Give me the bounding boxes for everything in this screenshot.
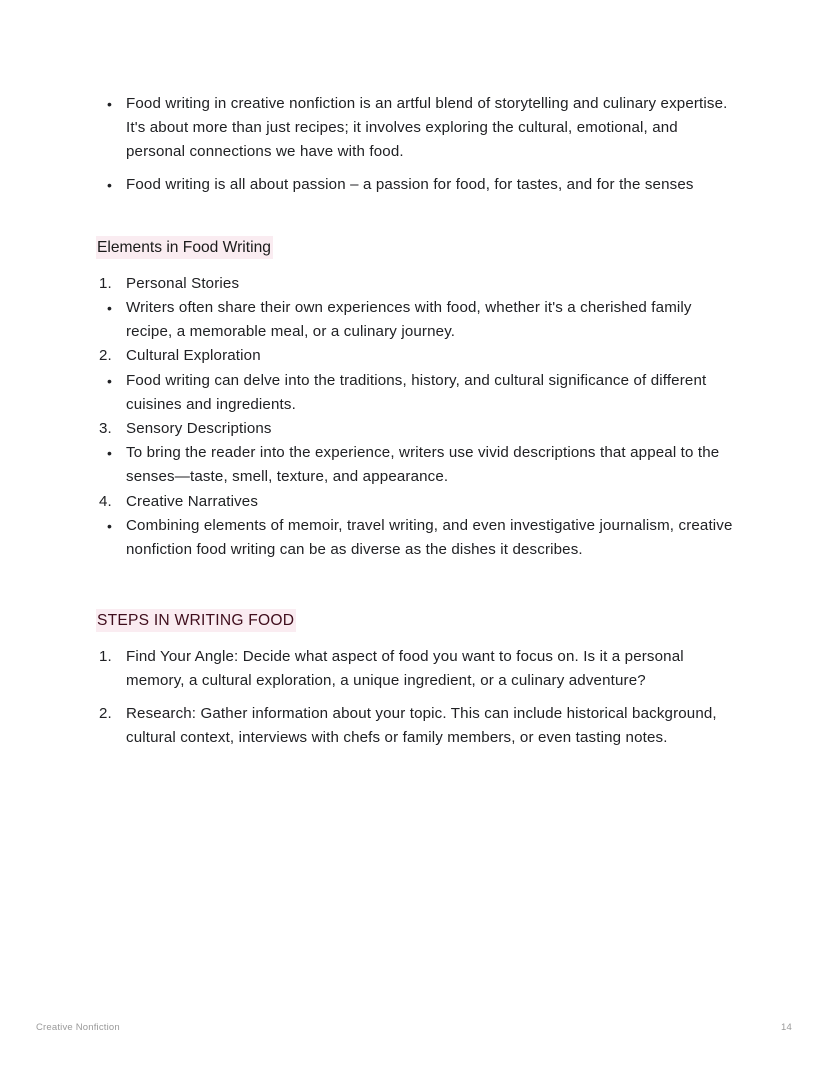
list-item bbox=[96, 369, 736, 417]
list-marker: 1. bbox=[99, 648, 112, 666]
detail-bullet-1 bbox=[96, 296, 736, 344]
heading-spacer bbox=[96, 260, 736, 272]
list-item bbox=[96, 173, 736, 197]
list-item bbox=[96, 272, 736, 296]
numbered-entry-2 bbox=[96, 344, 736, 368]
section-spacer bbox=[96, 562, 736, 608]
list-item-text: Food writing is all about passion – a passion for food, for tastes, and for the senses bbox=[126, 175, 694, 193]
page-footer bbox=[36, 1018, 792, 1038]
list-item-text: To bring the reader into the experience, writers use vivid descriptions that appeal to the senses—taste, smell, texture, and appearance. bbox=[126, 444, 720, 486]
section-heading-elements bbox=[96, 235, 736, 260]
numbered-entry-4 bbox=[96, 490, 736, 514]
detail-bullet-3 bbox=[96, 441, 736, 489]
list-item bbox=[96, 296, 736, 344]
list-marker: 3. bbox=[99, 420, 112, 438]
page-number: 14 bbox=[781, 1022, 792, 1033]
list-item-text: Sensory Descriptions bbox=[126, 420, 272, 438]
list-item bbox=[96, 417, 736, 441]
section-heading-text: Elements in Food Writing bbox=[96, 236, 273, 259]
detail-bullet-2 bbox=[96, 369, 736, 417]
list-item bbox=[96, 490, 736, 514]
section-heading-text: STEPS IN WRITING FOOD bbox=[96, 609, 296, 632]
numbered-entry-3 bbox=[96, 417, 736, 441]
list-item-text: Cultural Exploration bbox=[126, 347, 261, 365]
footer-label: Creative Nonfiction bbox=[36, 1022, 120, 1033]
list-marker: 2. bbox=[99, 704, 112, 722]
numbered-entry-1 bbox=[96, 272, 736, 296]
list-item-text: Personal Stories bbox=[126, 274, 240, 292]
list-item-text: Writers often share their own experiences with food, whether it's a cherished family recipe, a memorable meal, or a culinary journey. bbox=[126, 299, 692, 341]
list-item bbox=[96, 92, 736, 165]
list-item bbox=[96, 702, 736, 750]
list-item-text: Food writing can delve into the traditions, history, and cultural significance of different cuisines and ingredients. bbox=[126, 371, 707, 413]
detail-bullet-4 bbox=[96, 514, 736, 562]
list-item-text: Find Your Angle: Decide what aspect of food you want to focus on. Is it a personal memory, a cultural exploration, a unique ingredient, or a culinary adventure? bbox=[126, 648, 684, 690]
list-item bbox=[96, 514, 736, 562]
list-marker: 1. bbox=[99, 274, 112, 292]
document-body bbox=[96, 92, 736, 750]
elements-entry-list bbox=[96, 272, 736, 562]
intro-bullet-list bbox=[96, 92, 736, 197]
list-marker: 4. bbox=[99, 492, 112, 510]
heading-spacer bbox=[96, 633, 736, 645]
list-item-text: Creative Narratives bbox=[126, 492, 259, 510]
list-item-text: Combining elements of memoir, travel writing, and even investigative journalism, creative nonfiction food writing can be as diverse as the dishes it describes. bbox=[126, 516, 733, 559]
steps-list bbox=[96, 645, 736, 750]
list-marker: 2. bbox=[99, 347, 112, 365]
list-item-text: Food writing in creative nonfiction is an artful blend of storytelling and culinary expertise. It's about more than just recipes; it involves exploring the cultural, emotional, and personal connections we have with food. bbox=[126, 95, 728, 161]
list-item-text: Research: Gather information about your topic. This can include historical background, cultural context, interviews with chefs or family members, or even tasting notes. bbox=[126, 704, 717, 746]
section-heading-steps bbox=[96, 608, 736, 633]
section-spacer bbox=[96, 197, 736, 235]
list-item bbox=[96, 645, 736, 693]
list-item bbox=[96, 441, 736, 489]
list-item bbox=[96, 344, 736, 368]
